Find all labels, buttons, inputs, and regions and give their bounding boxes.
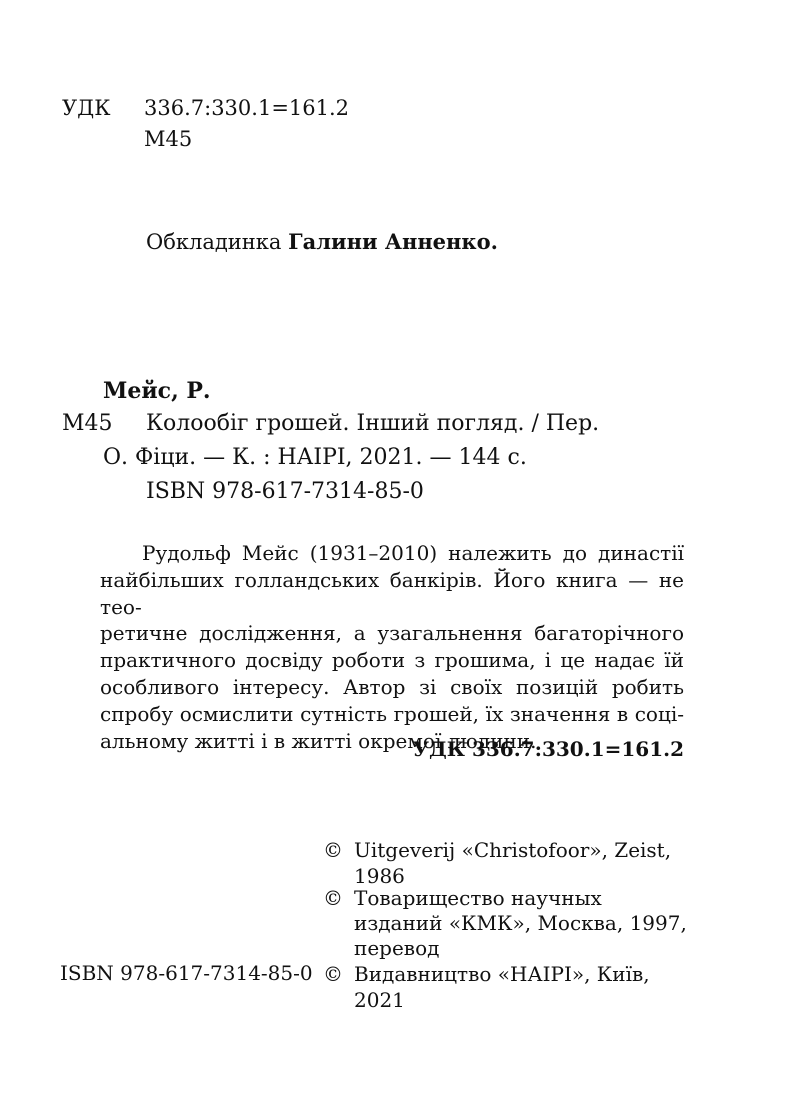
- annotation-line: ретичне дослідження, а узагальнення багаторічного: [100, 621, 684, 646]
- annotation-udc: УДК 336.7:330.1=161.2: [412, 737, 684, 761]
- copyright-entry: [323, 886, 687, 960]
- copyright-line: Товарищество научных: [354, 886, 602, 910]
- udc-label: УДК: [62, 96, 111, 120]
- annotation-line: особливого інтересу. Автор зі своїх позицій робить: [100, 674, 684, 699]
- copyright-line: Видавництво «НАІРІ», Київ,: [354, 962, 650, 986]
- copyright-line: 1986: [354, 864, 405, 888]
- copyright-entry: [323, 837, 672, 888]
- copyright-entry: [323, 961, 650, 1012]
- copyright-symbol: ©: [323, 838, 343, 862]
- copyright-symbol: ©: [323, 886, 343, 910]
- copyright-line: перевод: [354, 936, 440, 960]
- copyright-symbol: ©: [323, 962, 343, 986]
- cover-credit: [146, 229, 498, 254]
- cover-artist-name: Галини Анненко.: [288, 229, 498, 254]
- catalog-author: Мейс, Р.: [103, 378, 211, 404]
- annotation-line: найбільших голландських банкірів. Його книга — не тео-: [100, 567, 684, 619]
- catalog-title-line1: Колообіг грошей. Інший погляд. / Пер.: [146, 411, 600, 436]
- annotation-paragraph: [100, 540, 684, 754]
- catalog-title-line2: О. Фіци. — К. : НАІРІ, 2021. — 144 с.: [103, 445, 527, 470]
- annotation-line: альному житті і в житті окремої людини.: [100, 728, 537, 753]
- author-sign: М45: [144, 127, 193, 151]
- cover-credit-prefix: Обкладинка: [146, 230, 289, 254]
- copyright-line: 2021: [354, 988, 405, 1012]
- copyright-line: изданий «КМК», Москва, 1997,: [354, 911, 687, 935]
- copyright-isbn: ISBN 978-617-7314-85-0: [60, 961, 313, 985]
- copyright-line: Uitgeverij «Christofoor», Zeist,: [354, 838, 672, 862]
- annotation-line: Рудольф Мейс (1931–2010) належить до династії: [142, 541, 684, 565]
- catalog-author-sign: М45: [62, 411, 113, 436]
- udc-code: 336.7:330.1=161.2: [144, 96, 350, 120]
- annotation-line: практичного досвіду роботи з грошима, і це надає їй: [100, 648, 684, 673]
- annotation-line: спробу осмислити сутність грошей, їх значення в соці-: [100, 701, 684, 726]
- catalog-isbn: ISBN 978-617-7314-85-0: [146, 479, 424, 504]
